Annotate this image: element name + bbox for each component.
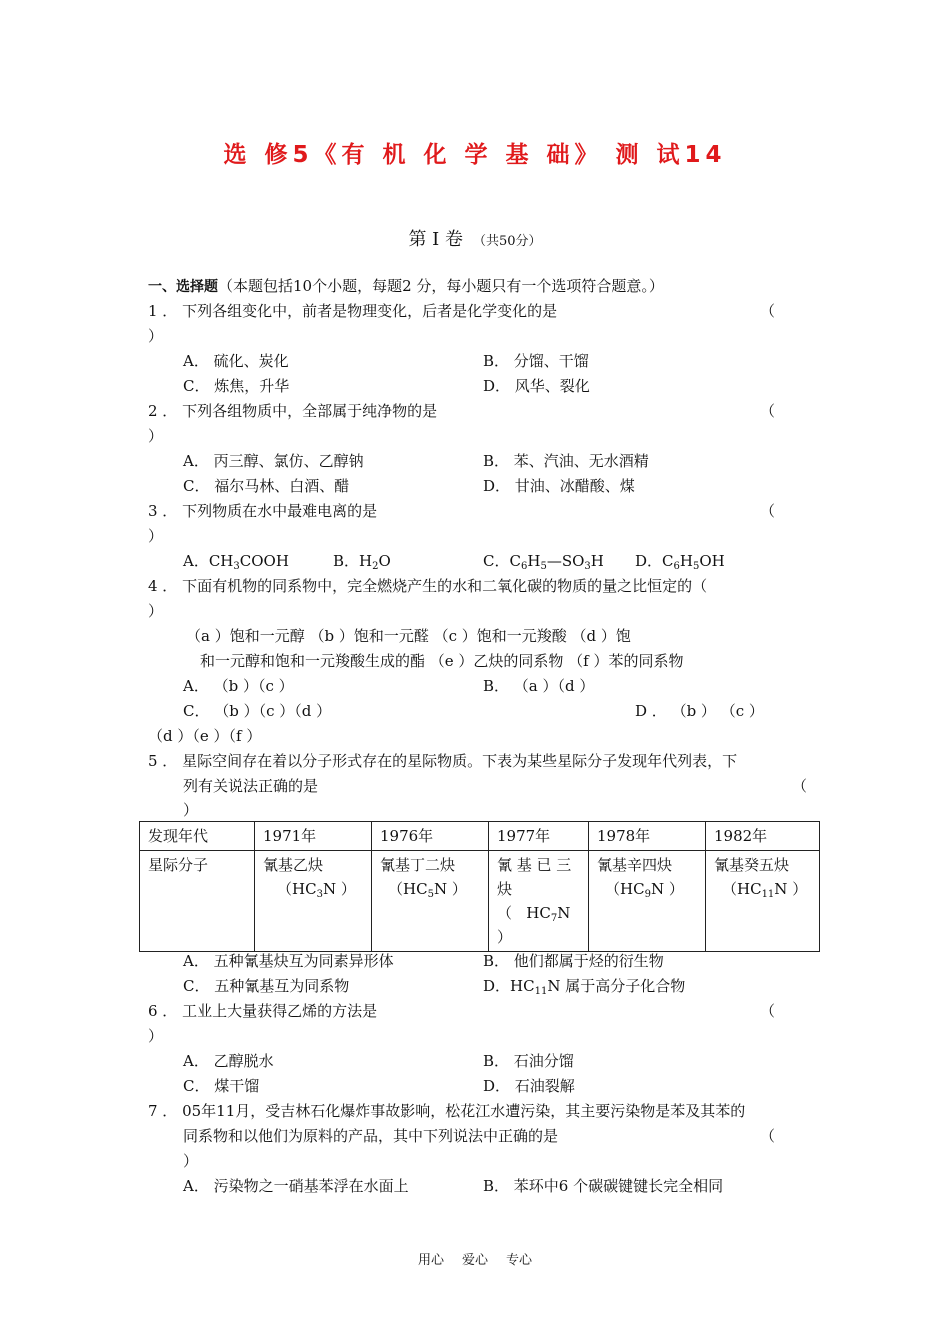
answer-paren-close: ） xyxy=(148,1027,164,1045)
q2-stem: 2 ． 下列各组物质中，全部属于纯净物的是 xyxy=(148,402,438,420)
q7-option-a: A． 污染物之一硝基苯浮在水面上 xyxy=(183,1177,409,1195)
q3-option-a: A．$CH_3COOH$ xyxy=(183,552,289,572)
molecule-name: 氰基辛四炔 xyxy=(597,856,673,874)
footer-text: 爱心 xyxy=(461,1253,488,1268)
answer-paren-open: （ xyxy=(760,302,776,320)
q4-option-b: B． （a ）（d ） xyxy=(483,677,595,695)
q1-option-d: D． 风华、裂化 xyxy=(483,377,590,395)
answer-paren-open: （ xyxy=(760,1127,776,1145)
table-header-cell: 1977年 xyxy=(489,822,589,851)
answer-paren-close: ） xyxy=(148,427,164,445)
molecule-name: 氰基乙炔 xyxy=(263,856,324,874)
q7-stem-line2: 同系物和以他们为原料的产品，其中下列说法中正确的是 xyxy=(183,1127,559,1145)
q2-option-a: A． 丙三醇、氯仿、乙醇钠 xyxy=(183,452,364,470)
q3-option-d: D．$C_6H_5OH$ xyxy=(635,552,725,572)
answer-paren-close: ） xyxy=(148,327,164,345)
q5-option-d: D．$HC_{11}N$ 属于高分子化合物 xyxy=(483,977,686,997)
q4-option-a: A． （b ）（c ） xyxy=(183,677,294,695)
q6-option-b: B． 石油分馏 xyxy=(483,1052,574,1070)
page-footer xyxy=(0,1249,950,1268)
table-header-cell: 1978年 xyxy=(589,822,706,851)
molecule-formula-close: ） xyxy=(497,928,513,946)
molecule-formula: （ $HC_7N$ xyxy=(497,904,571,924)
answer-paren-open: （ xyxy=(792,777,808,795)
q4-items-line2: 和一元醇和饱和一元羧酸生成的酯 （e ）乙炔的同系物 （f ）苯的同系物 xyxy=(200,652,684,670)
table-row xyxy=(140,851,820,952)
q2-option-c: C． 福尔马林、白酒、醋 xyxy=(183,477,350,495)
table-cell xyxy=(706,851,820,952)
table-header-cell: 1976年 xyxy=(372,822,489,851)
volume-score: （共50分） xyxy=(473,234,542,249)
volume-heading xyxy=(0,225,950,251)
section-name: 一、选择题 xyxy=(148,279,218,295)
answer-paren-close: ） xyxy=(183,1152,199,1170)
q2-option-b: B． 苯、汽油、无水酒精 xyxy=(483,452,649,470)
q1-option-b: B． 分馏、干馏 xyxy=(483,352,589,370)
star-molecule-table xyxy=(139,821,820,952)
footer-text: 用心 xyxy=(417,1253,444,1268)
q2-option-d: D． 甘油、冰醋酸、煤 xyxy=(483,477,635,495)
answer-paren-open: （ xyxy=(760,1002,776,1020)
molecule-formula: （$HC_5N$ ） xyxy=(388,880,467,900)
q4-stem: 4 ． 下面有机物的同系物中，完全燃烧产生的水和二氧化碳的物质的量之比恒定的（ xyxy=(148,577,708,595)
answer-paren-close: ） xyxy=(183,801,199,819)
section-heading xyxy=(148,276,664,297)
answer-paren-close: ） xyxy=(148,602,164,620)
table-header-cell: 发现年代 xyxy=(140,822,255,851)
molecule-formula: （$HC_3N$ ） xyxy=(277,880,356,900)
footer-text: 专心 xyxy=(506,1253,533,1268)
q4-option-d: D ． （b ） （c ） xyxy=(635,702,764,720)
q6-option-a: A． 乙醇脱水 xyxy=(183,1052,274,1070)
q3-stem: 3 ． 下列物质在水中最难电离的是 xyxy=(148,502,378,520)
q6-stem: 6 ． 工业上大量获得乙烯的方法是 xyxy=(148,1002,378,1020)
q5-option-a: A． 五种氰基炔互为同素异形体 xyxy=(183,952,394,970)
q7-stem-line1: 7 ． 05年11月，受吉林石化爆炸事故影响，松花江水遭污染，其主要污染物是苯及其苯的 xyxy=(148,1102,746,1120)
q7-option-b: B． 苯环中6 个碳碳键键长完全相同 xyxy=(483,1177,724,1195)
q3-option-b: B．$H_2O$ xyxy=(333,552,391,572)
q1-option-a: A． 硫化、炭化 xyxy=(183,352,289,370)
molecule-formula: （$HC_{11}N$ ） xyxy=(722,880,808,900)
table-cell xyxy=(489,851,589,952)
answer-paren-open: （ xyxy=(760,402,776,420)
page-title: 选 修5《有 机 化 学 基 础》 测 试14 xyxy=(223,142,727,168)
q4-option-d-cont: （d ）（e ）（f ） xyxy=(148,727,262,745)
table-row xyxy=(140,822,820,851)
q4-option-c: C． （b ）（c ）（d ） xyxy=(183,702,332,720)
table-cell xyxy=(372,851,489,952)
molecule-name: 氰基丁二炔 xyxy=(380,856,456,874)
q3-option-c: C．$C_6H_5—SO_3H$ xyxy=(483,552,604,572)
answer-paren-close: ） xyxy=(148,527,164,545)
table-header-cell: 1971年 xyxy=(255,822,372,851)
q5-option-c: C． 五种氰基互为同系物 xyxy=(183,977,350,995)
molecule-name-cont: 炔 xyxy=(497,880,513,898)
q5-stem-line2: 列有关说法正确的是 xyxy=(183,777,319,795)
molecule-formula: （$HC_9N$ ） xyxy=(605,880,684,900)
answer-paren-open: （ xyxy=(760,502,776,520)
q1-option-c: C． 炼焦，升华 xyxy=(183,377,290,395)
q4-items-line1: （a ）饱和一元醇 （b ）饱和一元醛 （c ）饱和一元羧酸 （d ）饱 xyxy=(186,627,631,645)
molecule-name: 氰基癸五炔 xyxy=(714,856,790,874)
q6-option-d: D． 石油裂解 xyxy=(483,1077,575,1095)
q6-option-c: C． 煤干馏 xyxy=(183,1077,260,1095)
table-cell: 星际分子 xyxy=(140,851,255,952)
q5-option-b: B． 他们都属于烃的衍生物 xyxy=(483,952,664,970)
q1-stem: 1 ． 下列各组变化中，前者是物理变化，后者是化学变化的是 xyxy=(148,302,558,320)
table-cell xyxy=(255,851,372,952)
molecule-name: 氰 基 已 三 xyxy=(497,856,572,874)
table-header-cell: 1982年 xyxy=(706,822,820,851)
section-note: （本题包括10个小题，每题2 分，每小题只有一个选项符合题意。） xyxy=(218,277,664,295)
table-cell xyxy=(589,851,706,952)
q5-stem-line1: 5 ． 星际空间存在着以分子形式存在的星际物质。下表为某些星际分子发现年代列表，下 xyxy=(148,752,738,770)
volume-label: 第 Ⅰ 卷 xyxy=(408,229,463,250)
